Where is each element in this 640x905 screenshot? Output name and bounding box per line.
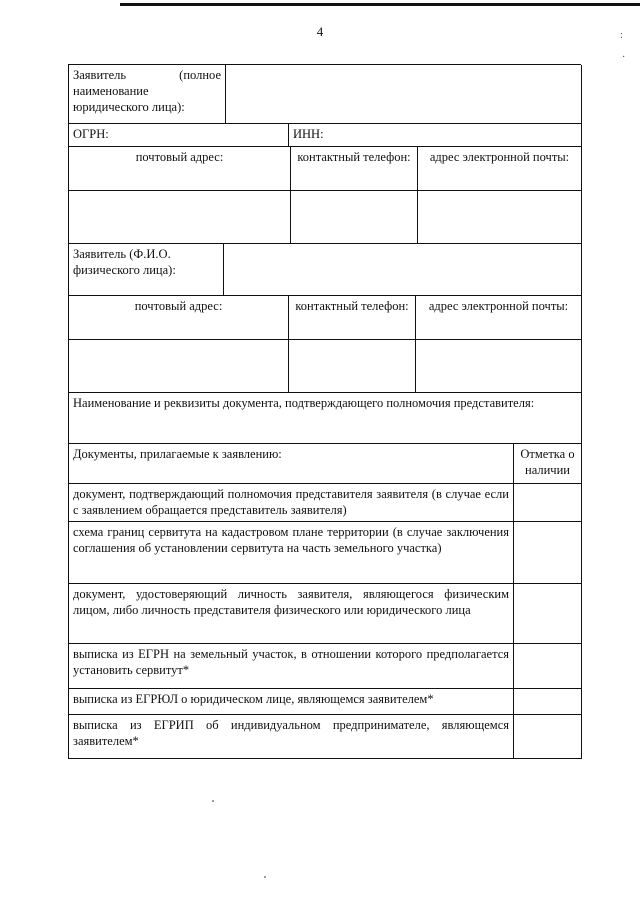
representative-row (68, 393, 581, 444)
legal-applicant-field[interactable] (226, 65, 582, 124)
person-applicant-label: Заявитель (Ф.И.О. физического лица): (69, 244, 224, 296)
documents-header: Документы, прилагаемые к заявлению: (69, 444, 514, 484)
person-contacts-grid (68, 296, 581, 393)
document-item: выписка из ЕГРЮЛ о юридическом лице, являющемся заявителем* (69, 689, 514, 715)
document-item: документ, подтверждающий полномочия представителя заявителя (в случае если с заявлением обращается представитель заявителя) (69, 484, 514, 522)
document-mark-cell[interactable] (514, 644, 582, 689)
representative-document-field[interactable]: Наименование и реквизиты документа, подтверждающего полномочия представителя: (69, 393, 582, 444)
person-phone-label: контактный телефон: (289, 296, 416, 340)
scan-mark: · (622, 52, 626, 63)
person-postal-field[interactable] (69, 340, 289, 393)
attached-documents-table (68, 444, 581, 759)
person-applicant-field[interactable] (224, 244, 582, 296)
scan-speck (264, 876, 266, 878)
person-email-field[interactable] (416, 340, 582, 393)
scan-speck (212, 800, 214, 802)
ogrn-field[interactable]: ОГРН: (69, 124, 289, 147)
legal-email-field[interactable] (418, 191, 582, 244)
legal-postal-label: почтовый адрес: (69, 147, 291, 191)
inn-field[interactable]: ИНН: (289, 124, 582, 147)
ogrn-inn-row (68, 124, 581, 147)
legal-phone-label: контактный телефон: (291, 147, 418, 191)
mark-header: Отметка о наличии (514, 444, 582, 484)
person-email-label: адрес электронной почты: (416, 296, 582, 340)
legal-contacts-grid (68, 147, 581, 244)
document-item: выписка из ЕГРИП об индивидуальном предпринимателе, являющемся заявителем* (69, 715, 514, 759)
document-mark-cell[interactable] (514, 522, 582, 584)
legal-email-label: адрес электронной почты: (418, 147, 582, 191)
legal-applicant-row (68, 64, 581, 124)
document-item: документ, удостоверяющий личность заявителя, являющегося физическим лицом, либо личность представителя физического или юридического лица (69, 584, 514, 644)
legal-postal-field[interactable] (69, 191, 291, 244)
document-mark-cell[interactable] (514, 584, 582, 644)
person-postal-label: почтовый адрес: (69, 296, 289, 340)
legal-phone-field[interactable] (291, 191, 418, 244)
top-border-rule (120, 3, 640, 6)
page-number: 4 (316, 24, 324, 39)
application-form (68, 64, 581, 759)
scan-mark: : (620, 30, 623, 41)
person-applicant-row (68, 244, 581, 296)
document-item: выписка из ЕГРН на земельный участок, в отношении которого предполагается установить сервитут* (69, 644, 514, 689)
document-mark-cell[interactable] (514, 689, 582, 715)
legal-applicant-label: Заявитель (полное наименование юридического лица): (69, 65, 226, 124)
person-phone-field[interactable] (289, 340, 416, 393)
document-mark-cell[interactable] (514, 715, 582, 759)
document-item: схема границ сервитута на кадастровом плане территории (в случае заключения соглашения об установлении сервитута на часть земельного участка) (69, 522, 514, 584)
document-mark-cell[interactable] (514, 484, 582, 522)
